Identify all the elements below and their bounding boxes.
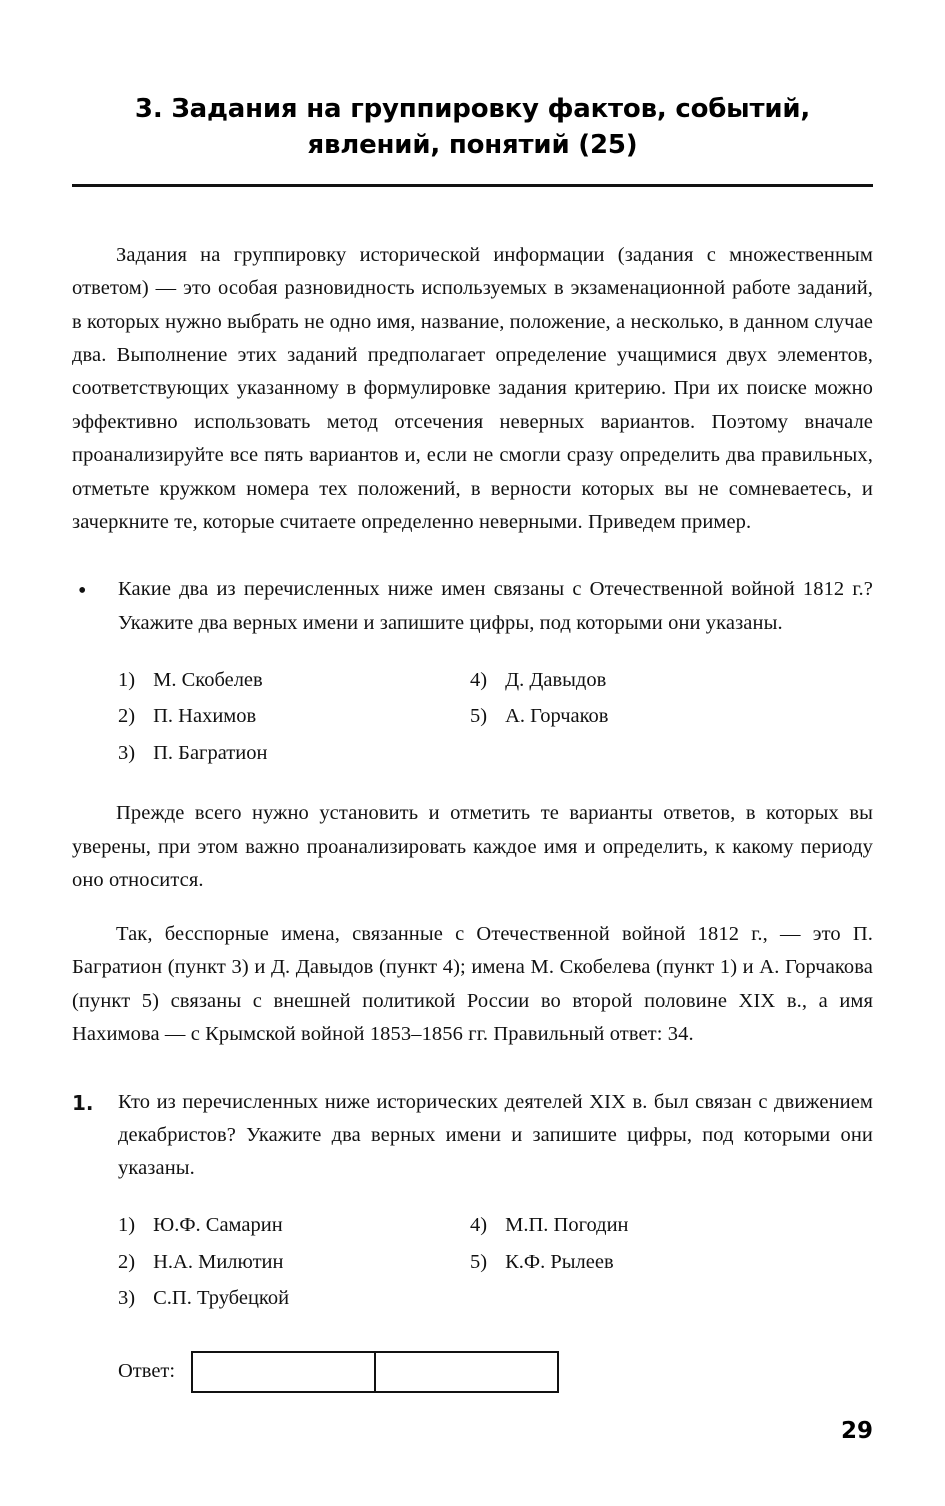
option-number: 1): [118, 668, 136, 691]
option-label: П. Нахимов: [153, 705, 257, 728]
answer-cell-1[interactable]: [193, 1353, 374, 1391]
bullet-icon: •: [78, 578, 87, 605]
explanation-paragraph-1: Прежде всего нужно установить и отметить те варианты ответов, в которых вы уверены, при этом важно проанализировать каждое имя и определить, к какому периоду оно относится.: [72, 802, 873, 892]
option-label: Н.А. Милютин: [153, 1250, 284, 1273]
option-number: 2): [118, 705, 136, 728]
list-item[interactable]: [118, 1207, 448, 1243]
list-item[interactable]: [118, 1280, 448, 1316]
list-item[interactable]: [118, 698, 448, 734]
list-item[interactable]: [118, 735, 448, 771]
answer-label: Ответ:: [118, 1360, 176, 1383]
option-label: С.П. Трубецкой: [153, 1287, 290, 1310]
option-number: 4): [470, 1214, 488, 1237]
list-item[interactable]: [470, 662, 873, 698]
list-item-empty: [470, 735, 873, 771]
option-number: 3): [118, 1287, 136, 1310]
answer-cell-2[interactable]: [374, 1353, 557, 1391]
option-number: 5): [470, 705, 488, 728]
task-number: 1.: [72, 1090, 94, 1115]
explanation-paragraph-2: Так, бесспорные имена, связанные с Отечественной войной 1812 г., — это П. Багратион (пункт 3) и Д. Давыдов (пункт 4); имена М. Скобелева (пункт 1) и А. Горчакова (пункт 5) связаны с внешней политикой России во второй половине XIX в., а имя Нахимова — с Крымской войной 1853–1856 гг. Правильный ответ: 34.: [72, 922, 873, 1046]
task-1-options-list: [118, 1207, 873, 1316]
example-options-list: [118, 662, 873, 771]
page-title-line-2: явлений, понятий (25): [307, 129, 638, 160]
example-question-block: [72, 573, 873, 639]
page-number: 29: [840, 1418, 873, 1444]
option-label: Д. Давыдов: [505, 668, 607, 691]
option-number: 5): [470, 1250, 488, 1273]
option-number: 3): [118, 741, 136, 764]
list-item[interactable]: [118, 662, 448, 698]
answer-input-grid[interactable]: [191, 1351, 559, 1393]
option-label: К.Ф. Рылеев: [505, 1250, 614, 1273]
option-number: 1): [118, 1214, 136, 1237]
page-title: [72, 78, 873, 168]
option-label: А. Горчаков: [505, 705, 609, 728]
answer-row: [118, 1351, 873, 1393]
list-item-empty: [470, 1280, 873, 1316]
option-label: Ю.Ф. Самарин: [153, 1214, 283, 1237]
example-question-text: Какие два из перечисленных ниже имен связаны с Отечественной войной 1812 г.? Укажите два верных имени и запишите цифры, под которыми они указаны.: [118, 578, 873, 634]
option-label: М. Скобелев: [153, 668, 263, 691]
page-title-line-1: 3. Задания на группировку фактов, событий,: [134, 94, 811, 124]
option-number: 4): [470, 668, 488, 691]
option-number: 2): [118, 1250, 136, 1273]
list-item[interactable]: [470, 1244, 873, 1280]
task-1-block: [72, 1086, 873, 1186]
option-label: М.П. Погодин: [505, 1214, 629, 1237]
list-item[interactable]: [118, 1244, 448, 1280]
intro-paragraph: Задания на группировку исторической информации (задания с множественным ответом) — это особая разновидность используемых в экзаменационной работе заданий, в которых нужно выбрать не одно имя, название, положение, а несколько, в данном случае два. Выполнение этих заданий предполагает определение учащимися двух элементов, соответствующих указанному в формулировке задания критерию. При их поиске можно эффективно использовать метод отсечения неверных вариантов. Поэтому вначале проанализируйте все пять вариантов и, если не смогли сразу определить два правильных, отметьте кружком номера тех положений, в верности которых вы не сомневаетесь, и зачеркните те, которые считаете определенно неверными. Приведем пример.: [72, 243, 873, 533]
task-question-text: Кто из перечисленных ниже исторических деятелей XIX в. был связан с движением декабристов? Укажите два верных имени и запишите цифры, под которыми они указаны.: [118, 1090, 873, 1180]
list-item[interactable]: [470, 698, 873, 734]
title-divider: [72, 184, 873, 187]
option-label: П. Багратион: [153, 741, 268, 764]
list-item[interactable]: [470, 1207, 873, 1243]
